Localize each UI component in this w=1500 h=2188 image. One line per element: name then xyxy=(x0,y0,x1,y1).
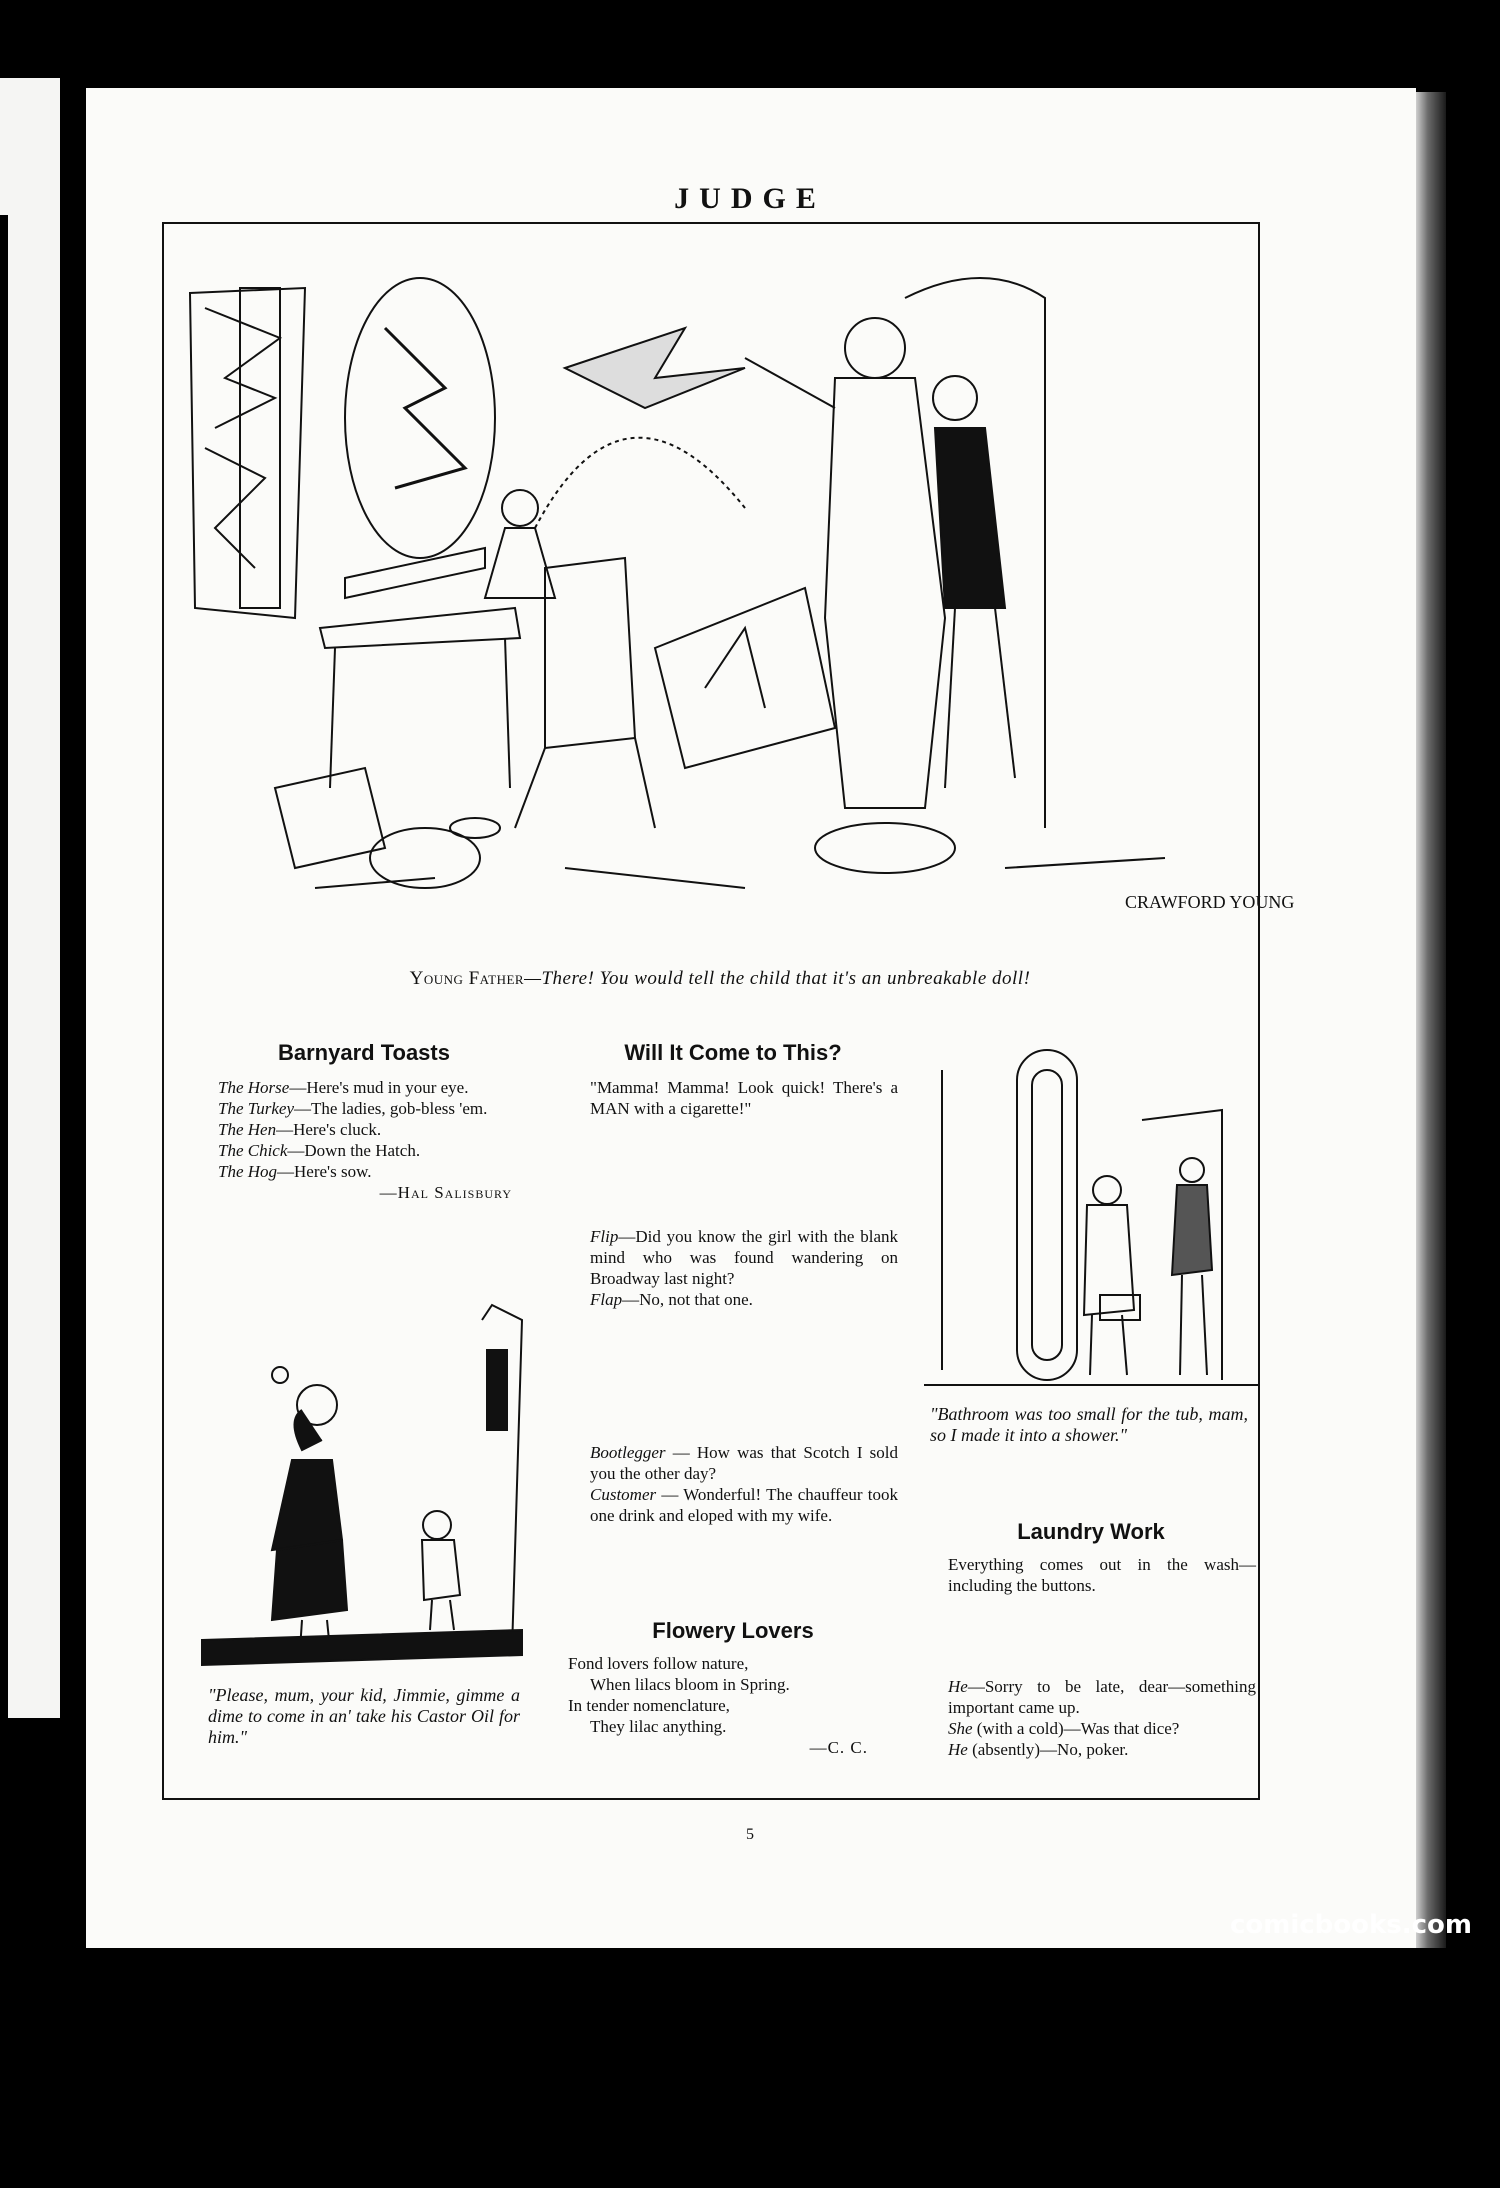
bathroom-shower-cartoon xyxy=(922,1040,1262,1390)
poem-line: When lilacs bloom in Spring. xyxy=(590,1675,790,1694)
castor-oil-cartoon xyxy=(192,1310,532,1670)
page-number: 5 xyxy=(746,1826,754,1843)
will-it-come-title: Will It Come to This? xyxy=(624,1040,842,1065)
page-binding-shadow xyxy=(1416,92,1446,1948)
poem-line: In tender nomenclature, xyxy=(568,1696,730,1715)
bootlegger-joke: Bootlegger — How was that Scotch I sold you the other day? Customer — Wonderful! The chauffeur took one drink and eloped with my wife. xyxy=(590,1443,898,1525)
barnyard-toasts-section xyxy=(196,1042,532,1203)
toast-line: The Turkey—The ladies, gob-bless 'em. xyxy=(218,1099,488,1118)
facing-page-shadow xyxy=(0,215,8,1735)
flip-flap-joke: Flip—Did you know the girl with the blank mind who was found wandering on Broadway last night? Flap—No, not that one. xyxy=(590,1227,898,1309)
laundry-work-section xyxy=(926,1521,1256,1596)
main-cartoon-caption xyxy=(180,968,1260,990)
castor-oil-caption: "Please, mum, your kid, Jimmie, gimme a dime to come in an' take his Castor Oil for him." xyxy=(208,1685,520,1747)
artist-signature: CRAWFORD YOUNG xyxy=(1125,892,1295,912)
barnyard-toasts-title: Barnyard Toasts xyxy=(278,1040,450,1065)
flowery-lovers-title: Flowery Lovers xyxy=(652,1618,814,1643)
flowery-lovers-section xyxy=(568,1620,898,1758)
site-watermark: comicbooks.com xyxy=(1229,1910,1472,1940)
caption-speaker: Young Father xyxy=(409,968,525,989)
laundry-work-text: Everything comes out in the wash—including the buttons. xyxy=(948,1555,1256,1595)
laundry-work-title: Laundry Work xyxy=(1017,1519,1165,1544)
toast-line: The Hen—Here's cluck. xyxy=(218,1120,382,1139)
poem-line: They lilac anything. xyxy=(590,1717,727,1736)
caption-text: —There! You would tell the child that it's an unbreakable doll! xyxy=(524,968,1031,989)
flowery-credit: —C. C. xyxy=(809,1738,868,1757)
will-it-come-section xyxy=(568,1042,898,1119)
main-cartoon-illustration xyxy=(185,268,1295,938)
toast-line: The Horse—Here's mud in your eye. xyxy=(218,1078,469,1097)
masthead: JUDGE xyxy=(674,182,826,215)
poker-joke: He—Sorry to be late, dear—something important came up. She (with a cold)—Was that dice? He (absently)—No, poker. xyxy=(948,1677,1256,1759)
bathroom-caption: "Bathroom was too small for the tub, mam, so I made it into a shower." xyxy=(930,1404,1248,1445)
poem-line: Fond lovers follow nature, xyxy=(568,1654,749,1673)
will-it-come-text: "Mamma! Mamma! Look quick! There's a MAN with a cigarette!" xyxy=(590,1078,898,1118)
facing-page-edge xyxy=(0,78,60,1718)
toast-line: The Hog—Here's sow. xyxy=(218,1162,372,1181)
toast-line: The Chick—Down the Hatch. xyxy=(218,1141,421,1160)
barnyard-credit: —Hal Salisbury xyxy=(379,1183,512,1202)
